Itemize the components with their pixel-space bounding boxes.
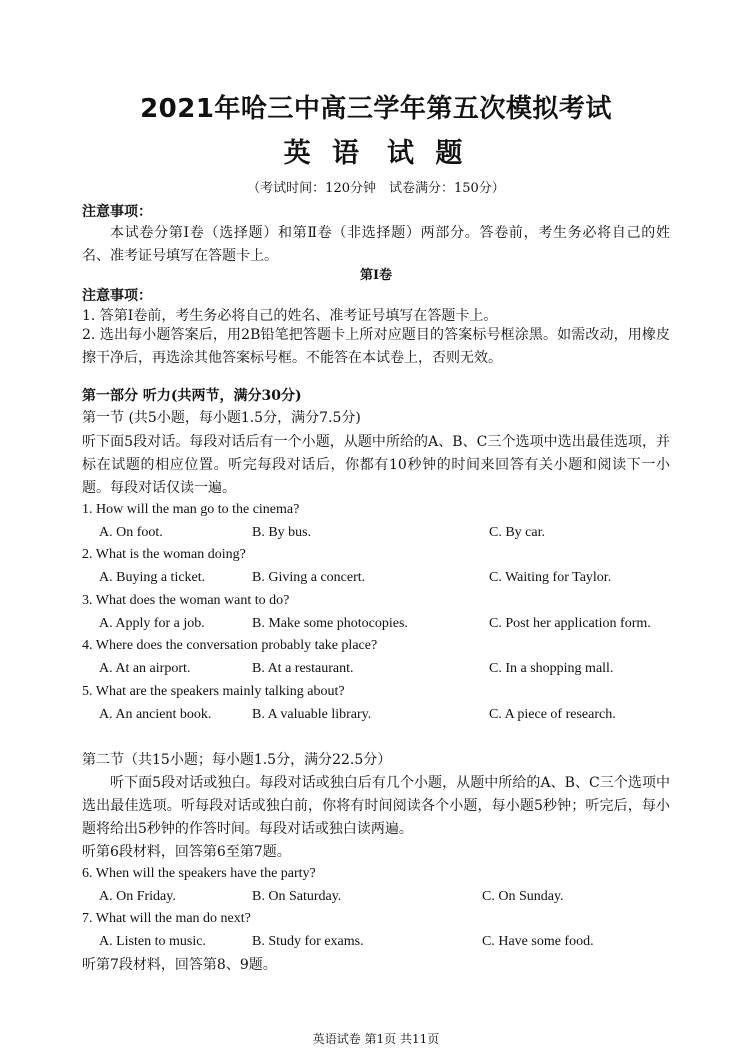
question-3-option-c: C. Post her application form. — [489, 616, 651, 631]
section1-instructions: 听下面5段对话。每段对话后有一个小题，从题中所给的A、B、C三个选项中选出最佳选项，并标在试题的相应位置。听完每段对话后，你都有10秒钟的时间来回答有关小题和阅读下一小题。每段对话仅读一遍。 — [82, 434, 670, 496]
question-3: 3. What does the woman want to do? — [82, 593, 290, 608]
question-5-option-c: C. A piece of research. — [489, 707, 616, 722]
question-2-option-a: A. Buying a ticket. — [99, 570, 206, 585]
question-3-option-b: B. Make some photocopies. — [252, 616, 408, 631]
question-2: 2. What is the woman doing? — [82, 547, 246, 562]
question-6: 6. When will the speakers have the party? — [82, 866, 316, 881]
page-footer: 英语试卷 第1页 共11页 — [312, 1032, 440, 1046]
question-1-option-a: A. On foot. — [99, 525, 163, 540]
subject-title — [0, 131, 752, 170]
question-6-option-b: B. On Saturday. — [252, 889, 342, 904]
question-4: 4. Where does the conversation probably take place? — [82, 638, 378, 653]
question-5-option-a: A. An ancient book. — [99, 707, 212, 722]
question-7: 7. What will the man do next? — [82, 911, 251, 926]
subject-title-b: 试 题 — [387, 138, 469, 169]
question-1: 1. How will the man go to the cinema? — [82, 502, 300, 517]
exam-meta: （考试时间：120分钟 试卷满分：150分） — [247, 181, 505, 196]
question-7-option-c: C. Have some food. — [482, 934, 594, 949]
material-6-note: 听第6段材料，回答第6至第7题。 — [82, 844, 291, 860]
part1-heading: 第一部分 听力(共两节，满分30分) — [82, 388, 302, 404]
question-6-option-c: C. On Sunday. — [482, 889, 564, 904]
question-2-option-c: C. Waiting for Taylor. — [489, 570, 612, 585]
question-3-option-a: A. Apply for a job. — [99, 616, 205, 631]
notes1-text: 本试卷分第Ⅰ卷（选择题）和第Ⅱ卷（非选择题）两部分。答卷前，考生务必将自己的姓名、准考证号填写在答题卡上。 — [82, 225, 670, 264]
question-4-option-a: A. At an airport. — [99, 661, 191, 676]
notes2-item1: 1. 答第Ⅰ卷前，考生务必将自己的姓名、准考证号填写在答题卡上。 — [82, 308, 498, 324]
section1-heading: 第一节 (共5小题，每小题1.5分，满分7.5分) — [82, 410, 361, 426]
exam-title: 2021年哈三中高三学年第五次模拟考试 — [140, 94, 612, 124]
question-4-option-b: B. At a restaurant. — [252, 661, 354, 676]
notes1-heading: 注意事项： — [82, 204, 152, 220]
subject-title-a: 英 语 — [283, 138, 365, 169]
section2-instructions: 听下面5段对话或独白。每段对话或独白后有几个小题，从题中所给的A、B、C三个选项中选出最佳选项。听每段对话或独白前，你将有时间阅读各个小题，每小题5秒钟；听完后，每小题将给出5秒钟的作答时间。每段对话或独白读两遍。 — [82, 775, 670, 837]
question-7-option-a: A. Listen to music. — [99, 934, 206, 949]
question-6-option-a: A. On Friday. — [99, 889, 176, 904]
section2-heading: 第二节（共15小题；每小题1.5分，满分22.5分） — [82, 752, 392, 768]
question-5-option-b: B. A valuable library. — [252, 707, 372, 722]
material-7-note: 听第7段材料，回答第8、9题。 — [82, 957, 277, 973]
notes2-item2: 2. 选出每小题答案后，用2B铅笔把答题卡上所对应题目的答案标号框涂黑。如需改动，用橡皮擦干净后，再选涂其他答案标号框。不能答在本试卷上，否则无效。 — [82, 327, 670, 366]
question-5: 5. What are the speakers mainly talking about? — [82, 684, 345, 699]
question-4-option-c: C. In a shopping mall. — [489, 661, 614, 676]
question-7-option-b: B. Study for exams. — [252, 934, 364, 949]
question-1-option-c: C. By car. — [489, 525, 545, 540]
question-2-option-b: B. Giving a concert. — [252, 570, 366, 585]
notes2-heading: 注意事项： — [82, 288, 152, 304]
question-1-option-b: B. By bus. — [252, 525, 312, 540]
volume-heading: 第Ⅰ卷 — [359, 268, 393, 283]
